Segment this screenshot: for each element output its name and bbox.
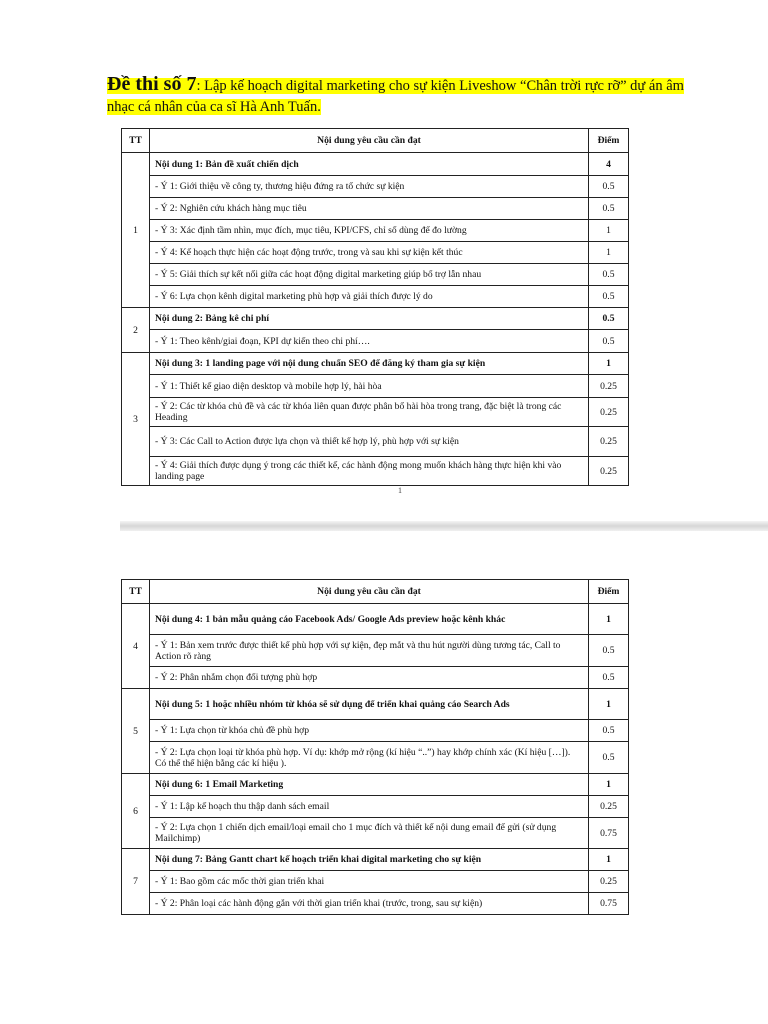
points-cell: 0.75 <box>589 893 629 915</box>
criterion-text: - Ý 3: Các Call to Action được lựa chọn và thiết kế hợp lý, phù hợp với sự kiện <box>150 427 589 457</box>
criterion-text: - Ý 1: Lập kế hoạch thu thập danh sách email <box>150 796 589 818</box>
criterion-text: - Ý 1: Bao gồm các mốc thời gian triển khai <box>150 871 589 893</box>
criterion-text: - Ý 5: Giải thích sự kết nối giữa các hoạt động digital marketing giúp bổ trợ lẫn nhau <box>150 264 589 286</box>
points-cell: 1 <box>589 689 629 720</box>
section-row <box>122 689 629 720</box>
points-cell: 0.5 <box>589 176 629 198</box>
points-cell: 0.5 <box>589 742 629 774</box>
group-number: 5 <box>122 689 150 774</box>
group-number: 6 <box>122 774 150 849</box>
criterion-text: - Ý 1: Giới thiệu về công ty, thương hiệu đứng ra tổ chức sự kiện <box>150 176 589 198</box>
criterion-text: - Ý 1: Bản xem trước được thiết kế phù hợp với sự kiện, đẹp mắt và thu hút người dùng tương tác, Call to Action rõ ràng <box>150 635 589 667</box>
table-row <box>122 818 629 849</box>
criterion-text: - Ý 3: Xác định tầm nhìn, mục đích, mục tiêu, KPI/CFS, chỉ số dùng để đo lường <box>150 220 589 242</box>
group-number: 4 <box>122 604 150 689</box>
points-cell: 1 <box>589 604 629 635</box>
exam-description: Lập kế hoạch digital marketing cho sự kiện Liveshow “Chân trời rực rỡ” dự án âm nhạc cá nhân của ca sĩ Hà Anh Tuấn. <box>107 78 684 115</box>
page-number: 1 <box>398 486 402 495</box>
header-points: Điểm <box>589 129 629 153</box>
header-points: Điểm <box>589 580 629 604</box>
table-row <box>122 720 629 742</box>
criterion-text: - Ý 1: Theo kênh/giai đoạn, KPI dự kiến theo chi phí…. <box>150 330 589 353</box>
criterion-text: - Ý 4: Giải thích được dụng ý trong các thiết kế, các hành động mong muốn khách hàng thực hiện khi vào landing page <box>150 457 589 486</box>
table-row <box>122 242 629 264</box>
points-cell: 0.5 <box>589 720 629 742</box>
table-row <box>122 893 629 915</box>
section-row <box>122 604 629 635</box>
criterion-text: - Ý 2: Phân nhắm chọn đối tượng phù hợp <box>150 667 589 689</box>
table-row <box>122 220 629 242</box>
table-row <box>122 667 629 689</box>
section-title: Nội dung 1: Bản đề xuất chiến dịch <box>150 153 589 176</box>
points-cell: 0.5 <box>589 198 629 220</box>
points-cell: 0.5 <box>589 635 629 667</box>
points-cell: 0.5 <box>589 308 629 330</box>
page-separator <box>120 521 768 531</box>
section-row <box>122 308 629 330</box>
table-row <box>122 264 629 286</box>
criterion-text: - Ý 2: Nghiên cứu khách hàng mục tiêu <box>150 198 589 220</box>
criteria-table-page-2 <box>121 579 629 915</box>
criterion-text: - Ý 2: Các từ khóa chủ đề và các từ khóa liên quan được phân bổ hài hòa trong trang, đặc biệt là trong các Heading <box>150 398 589 427</box>
page-cutoff <box>121 916 631 928</box>
points-cell: 0.25 <box>589 375 629 398</box>
points-cell: 1 <box>589 353 629 375</box>
section-row <box>122 353 629 375</box>
criterion-text: - Ý 2: Lựa chọn 1 chiến dịch email/loại email cho 1 mục đích và thiết kế nội dung email để gửi (sử dụng Mailchimp) <box>150 818 589 849</box>
header-tt: TT <box>122 129 150 153</box>
criterion-text: - Ý 1: Lựa chọn từ khóa chủ đề phù hợp <box>150 720 589 742</box>
group-number: 2 <box>122 308 150 353</box>
points-cell: 1 <box>589 220 629 242</box>
header-content: Nội dung yêu cầu cần đạt <box>150 580 589 604</box>
points-cell: 1 <box>589 849 629 871</box>
section-title: Nội dung 4: 1 bản mẫu quảng cáo Facebook Ads/ Google Ads preview hoặc kênh khác <box>150 604 589 635</box>
points-cell: 0.5 <box>589 286 629 308</box>
points-cell: 0.25 <box>589 457 629 486</box>
points-cell: 0.25 <box>589 398 629 427</box>
points-cell: 1 <box>589 242 629 264</box>
table-row <box>122 457 629 486</box>
points-cell: 0.25 <box>589 871 629 893</box>
table-row <box>122 742 629 774</box>
table-row <box>122 796 629 818</box>
table-row <box>122 375 629 398</box>
points-cell: 0.5 <box>589 264 629 286</box>
table-row <box>122 871 629 893</box>
section-row <box>122 774 629 796</box>
points-cell: 1 <box>589 774 629 796</box>
criterion-text: - Ý 1: Thiết kế giao diện desktop và mobile hợp lý, hài hòa <box>150 375 589 398</box>
group-number: 7 <box>122 849 150 915</box>
group-number: 3 <box>122 353 150 486</box>
criterion-text: - Ý 2: Phân loại các hành động gắn với thời gian triển khai (trước, trong, sau sự kiện) <box>150 893 589 915</box>
section-title: Nội dung 7: Bảng Gantt chart kế hoạch triển khai digital marketing cho sự kiện <box>150 849 589 871</box>
table-row <box>122 427 629 457</box>
section-title: Nội dung 2: Bảng kê chi phí <box>150 308 589 330</box>
points-cell: 4 <box>589 153 629 176</box>
points-cell: 0.5 <box>589 330 629 353</box>
table-row <box>122 176 629 198</box>
criteria-table-page-1 <box>121 128 629 486</box>
exam-number: Đề thi số 7 <box>107 73 197 95</box>
points-cell: 0.25 <box>589 427 629 457</box>
criterion-text: - Ý 6: Lựa chọn kênh digital marketing phù hợp và giải thích được lý do <box>150 286 589 308</box>
points-cell: 0.25 <box>589 796 629 818</box>
points-cell: 0.5 <box>589 667 629 689</box>
points-cell: 0.75 <box>589 818 629 849</box>
section-title: Nội dung 5: 1 hoặc nhiều nhóm từ khóa sẽ sử dụng để triển khai quảng cáo Search Ads <box>150 689 589 720</box>
section-row <box>122 153 629 176</box>
table-row <box>122 286 629 308</box>
table-row <box>122 330 629 353</box>
criterion-text: - Ý 4: Kế hoạch thực hiện các hoạt động trước, trong và sau khi sự kiện kết thúc <box>150 242 589 264</box>
table-row <box>122 635 629 667</box>
header-tt: TT <box>122 580 150 604</box>
exam-title: Đề thi số 7: Lập kế hoạch digital marketing cho sự kiện Liveshow “Chân trời rực rỡ” dự án âm nhạc cá nhân của ca sĩ Hà Anh Tuấn. <box>107 73 684 115</box>
section-title: Nội dung 6: 1 Email Marketing <box>150 774 589 796</box>
header-content: Nội dung yêu cầu cần đạt <box>150 129 589 153</box>
table-row <box>122 198 629 220</box>
section-title: Nội dung 3: 1 landing page với nội dung chuẩn SEO để đăng ký tham gia sự kiện <box>150 353 589 375</box>
criterion-text: - Ý 2: Lựa chọn loại từ khóa phù hợp. Ví dụ: khớp mở rộng (kí hiệu “..”) hay khớp chính xác (Kí hiệu […]). Có thể thể hiện bằng các kí hiệu ). <box>150 742 589 774</box>
group-number: 1 <box>122 153 150 308</box>
section-row <box>122 849 629 871</box>
table-row <box>122 398 629 427</box>
